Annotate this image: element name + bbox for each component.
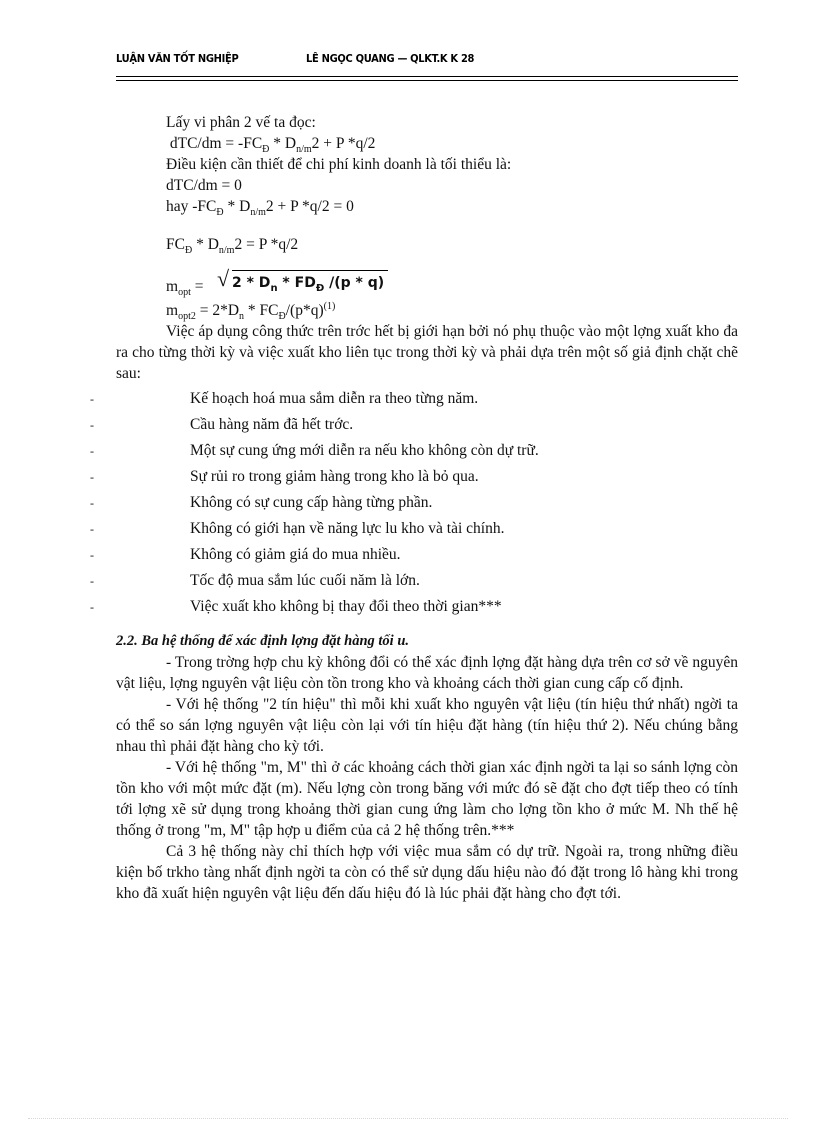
square-root-icon: √ [217, 266, 230, 291]
header-rule-top [116, 76, 738, 77]
list-item: - Tốc độ mua sắm lúc cuối năm là lớn. [116, 568, 738, 594]
header-thesis-label: LUẬN VĂN TỐT NGHIỆP [116, 52, 239, 65]
list-item: - Kế hoạch hoá mua sắm diễn ra theo từng năm. [116, 386, 738, 412]
list-item: - Không có sự cung cấp hàng từng phần. [116, 490, 738, 516]
equation-zero: dTC/dm = 0 [166, 177, 242, 194]
equation-derivative: $dTC/dm = -FC_Đ * D_{n/m}2 + P$ *q/2 [169, 135, 376, 156]
header-rule-bottom [116, 80, 738, 81]
bullet-dash: - [90, 548, 94, 562]
section-heading: 2.2. Ba hệ thống để xác định lợng đặt hàng tối u. [116, 633, 410, 649]
list-item: - Không có giảm giá do mua nhiều. [116, 542, 738, 568]
list-item: - Việc xuất kho không bị thay đổi theo thời gian*** [116, 594, 738, 620]
bullet-dash: - [90, 574, 94, 588]
paragraph-conclusion: Cả 3 hệ thống này chỉ thích hợp với việc mua sắm có dự trữ. Ngoài ra, trong những điều kiện bố trkho tàng nhất định ngời ta còn có thể sử dụng dấu hiệu nào đó đặt trong lô hàng khi trong kho đã xuất hiện nguyên vật liệu đến dấu hiệu đó là lúc phải đặt hàng cho đợt tới. [116, 843, 738, 902]
bullet-dash: - [90, 418, 94, 432]
list-item: - Cầu hàng năm đã hết trớc. [116, 412, 738, 438]
equation-balance: $FC_Đ * D_{n/m}2 = P$ *q/2 [166, 236, 299, 257]
condition-line: Điều kiện cần thiết để chi phí kinh doanh là tối thiểu là: [166, 156, 512, 173]
bullet-dash: - [90, 600, 94, 614]
bullet-dash: - [90, 470, 94, 484]
list-item: - Không có giới hạn về năng lực lu kho và tài chính. [116, 516, 738, 542]
paragraph-fixed-cycle: - Trong trờng hợp chu kỳ không đổi có thể xác định lợng đặt hàng dựa trên cơ sở về nguyên vật liệu, lợng nguyên vật liệu còn tồn trong kho và khoảng cách thời gian cung cấp cố định. [116, 654, 738, 692]
intro-line: Lấy vi phân 2 vế ta đọc: [166, 114, 316, 131]
mopt-radicand: $2 * D_n * FD_Đ$ /(p * q) [232, 270, 388, 294]
page-body [90, 112, 738, 904]
bullet-dash: - [90, 392, 94, 406]
equation-hay: hay $-FC_Đ * D_{n/m}2 + P$ *q/2 = 0 [166, 198, 354, 219]
bullet-dash: - [90, 444, 94, 458]
equation-mopt [116, 268, 738, 300]
paragraph-m-M-system: - Với hệ thống "m, M" thì ở các khoảng cách thời gian xác định ngời ta lại so sánh lợng còn tồn kho với một mức đặt (m). Nếu lợng còn trong băng với mức đó sẽ đặt cho đợt tiếp theo có tính tới lợng xẽ sử dụng trong khoảng thời gian cung ứng làm cho lợng tồn kho ở mức M. Nh thế hệ thống ở trong "m, M" tập hợp u điểm của cả 2 hệ thống trên.*** [116, 759, 738, 839]
page-bottom-divider [28, 1118, 788, 1119]
list-item: - Sự rủi ro trong giảm hàng trong kho là bỏ qua. [116, 464, 738, 490]
list-item: - Một sự cung ứng mới diễn ra nếu kho không còn dự trữ. [116, 438, 738, 464]
header-author-label: LÊ NGỌC QUANG — QLKT.K K 28 [306, 52, 475, 65]
bullet-dash: - [90, 522, 94, 536]
page-header [116, 52, 736, 72]
assumption-list [90, 386, 738, 620]
mopt-lhs: $m_{opt}$ = [166, 278, 204, 299]
equation-mopt2: $m_{opt2} = 2*D_n * FC_Đ/(p*q)^{(1)}$ [166, 300, 336, 323]
paragraph-assumptions-intro: Việc áp dụng công thức trên trớc hết bị giới hạn bởi nó phụ thuộc vào một lợng xuất kho đa ra cho từng thời kỳ và việc xuất kho liên tục trong thời kỳ và phải dựa trên một số giả định chặt chẽ sau: [116, 323, 738, 382]
paragraph-two-signals: - Với hệ thống "2 tín hiệu" thì mỗi khi xuất kho nguyên vật liệu (tín hiệu thứ nhất) ngời ta có thể so sán lợng nguyên vật liệu còn lại với tín hiệu đặt hàng (tín hiệu thứ 2). Nếu chúng bằng nhau thì phải đặt hàng cho kỳ tới. [116, 696, 738, 755]
bullet-dash: - [90, 496, 94, 510]
